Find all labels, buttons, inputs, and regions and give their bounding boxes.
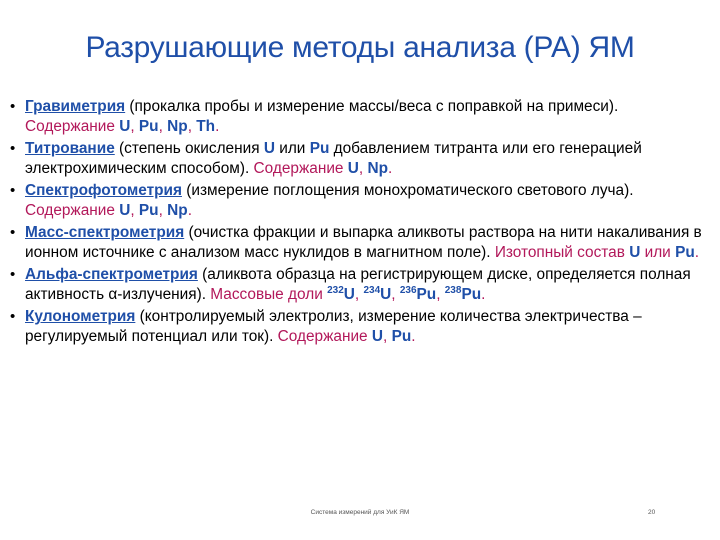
end-mark: . — [187, 201, 192, 219]
bullet-spectrophotometry — [10, 181, 710, 220]
end-mark: . — [411, 327, 416, 345]
element: Pu — [138, 201, 159, 219]
element: U — [347, 159, 359, 177]
bullet-coulometry — [10, 307, 710, 346]
element: Np — [367, 159, 388, 177]
bullet-mass-spectrometry — [10, 223, 710, 262]
tail-mid: или — [640, 243, 676, 261]
separator: , — [130, 117, 139, 135]
desc-part: или — [274, 140, 310, 157]
element: Pu — [675, 243, 695, 261]
element: Pu — [416, 285, 437, 303]
element: U — [629, 243, 641, 261]
element: U — [380, 285, 392, 303]
element: U — [371, 327, 384, 345]
bullet-marker: • — [10, 224, 16, 241]
isotope-mass: 238 — [444, 284, 462, 296]
element: U — [119, 201, 131, 219]
tail-label: Массовые доли — [210, 285, 328, 303]
desc-part: добавлением титранта или его генерацией электрохимическим способом). — [25, 140, 642, 177]
tail-label: Изотопный состав — [494, 243, 630, 261]
separator: , — [358, 159, 368, 177]
bullet-gravimetry — [10, 97, 710, 136]
element: U — [343, 285, 355, 303]
desc-coulometry: (контролируемый электролиз, измерение количества электричества – регулируемый потенциал или ток). — [25, 308, 642, 345]
term-mass-spectrometry: Масс-спектрометрия — [25, 224, 185, 241]
desc-part: -излучения). — [117, 285, 211, 303]
end-mark: . — [694, 243, 700, 261]
alpha-symbol: α — [108, 285, 118, 303]
separator: , — [130, 201, 139, 219]
desc-titration: (степень окисления — [114, 140, 264, 157]
page-number: 20 — [648, 509, 656, 516]
desc-gravimetry: (прокалка пробы и измерение массы/веса с поправкой на примеси). — [125, 98, 619, 115]
isotope-mass: 236 — [399, 284, 417, 296]
separator: , — [187, 117, 197, 135]
element: Pu — [138, 117, 159, 135]
end-mark: . — [388, 159, 393, 177]
separator: , — [158, 201, 168, 219]
separator: , — [391, 285, 400, 303]
desc-alpha-spectrometry: (аликвота образца на регистрирующем диске, определяется полная активность — [25, 266, 691, 303]
bullet-list — [10, 97, 710, 349]
slide-title: Разрушающие методы анализа (РА) ЯМ — [85, 31, 635, 64]
tail-label: Содержание — [253, 159, 348, 177]
element: Pu — [461, 285, 482, 303]
element: U — [119, 117, 131, 135]
tail-label: Содержание — [277, 327, 372, 345]
footer-caption: Система измерений для УиК ЯМ — [310, 509, 410, 516]
element: U — [263, 140, 275, 157]
tail-label: Содержание — [25, 117, 120, 135]
end-mark: . — [481, 285, 486, 303]
separator: , — [354, 285, 364, 303]
bullet-titration — [10, 139, 710, 178]
end-mark: . — [215, 117, 220, 135]
term-alpha-spectrometry: Альфа-спектрометрия — [25, 266, 198, 283]
bullet-marker: • — [10, 266, 16, 283]
bullet-marker: • — [10, 140, 16, 157]
bullet-marker: • — [10, 182, 16, 199]
desc-mass-spectrometry: (очистка фракции и выпарка аликвоты раствора на нити накаливания в ионном источнике с анализом масс нуклидов в магнитном поле). — [25, 224, 702, 261]
element: Np — [167, 201, 188, 219]
desc-spectrophotometry: (измерение поглощения монохроматического светового луча). — [181, 182, 634, 199]
bullet-marker: • — [10, 98, 16, 115]
tail-label: Содержание — [25, 201, 120, 219]
term-spectrophotometry: Спектрофотометрия — [25, 182, 182, 199]
separator: , — [383, 327, 392, 345]
bullet-alpha-spectrometry — [10, 265, 710, 304]
element: Np — [167, 117, 188, 135]
separator: , — [436, 285, 445, 303]
isotope-mass: 234 — [363, 284, 381, 296]
element: Th — [196, 117, 216, 135]
term-coulometry: Кулонометрия — [25, 308, 136, 325]
element: Pu — [391, 327, 412, 345]
isotope-mass: 232 — [327, 284, 344, 296]
term-gravimetry: Гравиметрия — [25, 98, 126, 115]
element: Pu — [309, 140, 330, 157]
separator: , — [158, 117, 168, 135]
bullet-marker: • — [10, 308, 16, 325]
term-titration: Титрование — [25, 140, 115, 157]
